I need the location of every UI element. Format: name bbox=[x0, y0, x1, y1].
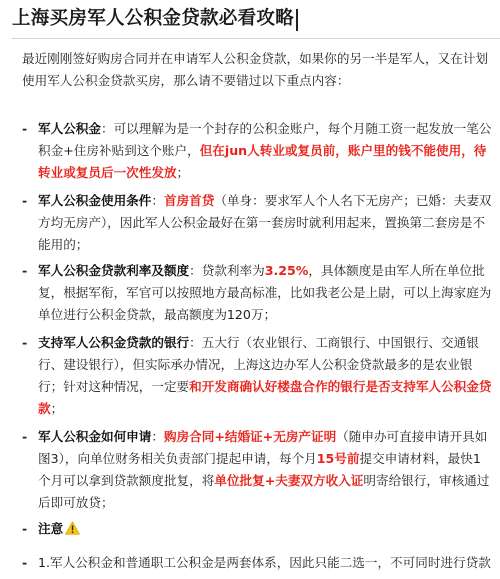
intro-paragraph: 最近刚刚签好购房合同并在申请军人公积金贷款，如果你的另一半是军人，又在计划使用军人公积金贷款买房，那么请不要错过以下重点内容： bbox=[22, 51, 488, 88]
list-item-rate-and-limit bbox=[22, 260, 492, 326]
list-item-military-fund bbox=[22, 118, 492, 184]
list-item-supported-banks bbox=[22, 332, 492, 420]
title-area[interactable] bbox=[12, 2, 500, 36]
item-text: ： bbox=[151, 193, 164, 208]
item-highlight: 单位批复+夫妻双方收入证 bbox=[214, 473, 364, 488]
bullet-marker: - bbox=[22, 263, 28, 278]
warning-icon bbox=[65, 520, 80, 542]
item-highlight: 和开发商确认好楼盘合作的银行是否支持军人公积金贷款 bbox=[38, 379, 492, 416]
item-highlight: 首房首贷 bbox=[163, 193, 215, 208]
bullet-marker: - bbox=[22, 429, 28, 444]
item-heading: 军人公积金贷款利率及额度 bbox=[38, 263, 190, 278]
item-highlight: 购房合同+结婚证+无房产证明 bbox=[163, 429, 337, 444]
bullet-marker: - bbox=[22, 555, 28, 570]
note-list-item bbox=[22, 552, 492, 574]
bullet-marker: - bbox=[22, 335, 28, 350]
item-highlight: 3.25% bbox=[264, 263, 309, 278]
item-highlight: 但在jun人转业或复员前，账户里的钱不能使用，待转业或复员后一次性发放 bbox=[38, 143, 487, 180]
item-highlight: 15号前 bbox=[316, 451, 360, 466]
note-text: 1.军人公积金和普通职工公积金是两套体系，因此只能二选一，不可同时进行贷款 bbox=[38, 555, 491, 570]
item-heading: 军人公积金如何申请 bbox=[38, 429, 152, 444]
item-text: ：贷款利率为 bbox=[189, 263, 265, 278]
item-heading: 支持军人公积金贷款的银行 bbox=[38, 335, 190, 350]
item-text: ： bbox=[151, 429, 164, 444]
note-label: 注意 bbox=[38, 521, 64, 536]
list-item-usage-conditions bbox=[22, 190, 492, 256]
article-title: 上海买房军人公积金贷款必看攻略 bbox=[12, 8, 295, 29]
bullet-marker: - bbox=[22, 193, 28, 208]
item-text: ； bbox=[50, 401, 64, 416]
item-text: 明寄给银行，审核通过后即可放贷； bbox=[38, 473, 490, 510]
bullet-marker: - bbox=[22, 521, 28, 536]
note-heading-row bbox=[22, 518, 492, 542]
item-text: ； bbox=[176, 165, 190, 180]
item-text: ，具体额度是由军人所在单位批复，根据军衔，军官可以按照地方最高标准，比如我老公是上尉，可以上海家庭为单位进行公积金贷款，最高额度为120万； bbox=[38, 263, 492, 322]
item-text: ：五大行（农业银行、工商银行、中国银行、交通银行、建设银行），但实际承办情况，上海这边办军人公积金贷款最多的是农业银行；针对这种情况，一定要 bbox=[38, 335, 479, 394]
list-item-how-to-apply bbox=[22, 426, 492, 514]
item-heading: 军人公积金 bbox=[38, 121, 101, 136]
item-text: （随申办可直接申请开具如图3），向单位财务相关负责部门提起申请，每个月 bbox=[38, 429, 488, 466]
bullet-marker: - bbox=[22, 121, 28, 136]
title-divider bbox=[12, 38, 500, 39]
item-text: 提交申请材料，最快1个月可以拿到贷款额度批复，将 bbox=[38, 451, 481, 488]
item-text: （单身：要求军人个人名下无房产；已婚：夫妻双方均无房产），因此军人公积金最好在第一套房时就利用起来，置换第二套房是不能用的； bbox=[38, 193, 492, 252]
item-text: ：可以理解为是一个封存的公积金账户，每个月随工资一起发放一笔公积金+住房补贴到这个账户， bbox=[38, 121, 492, 158]
item-heading: 军人公积金使用条件 bbox=[38, 193, 152, 208]
text-cursor bbox=[296, 9, 298, 31]
